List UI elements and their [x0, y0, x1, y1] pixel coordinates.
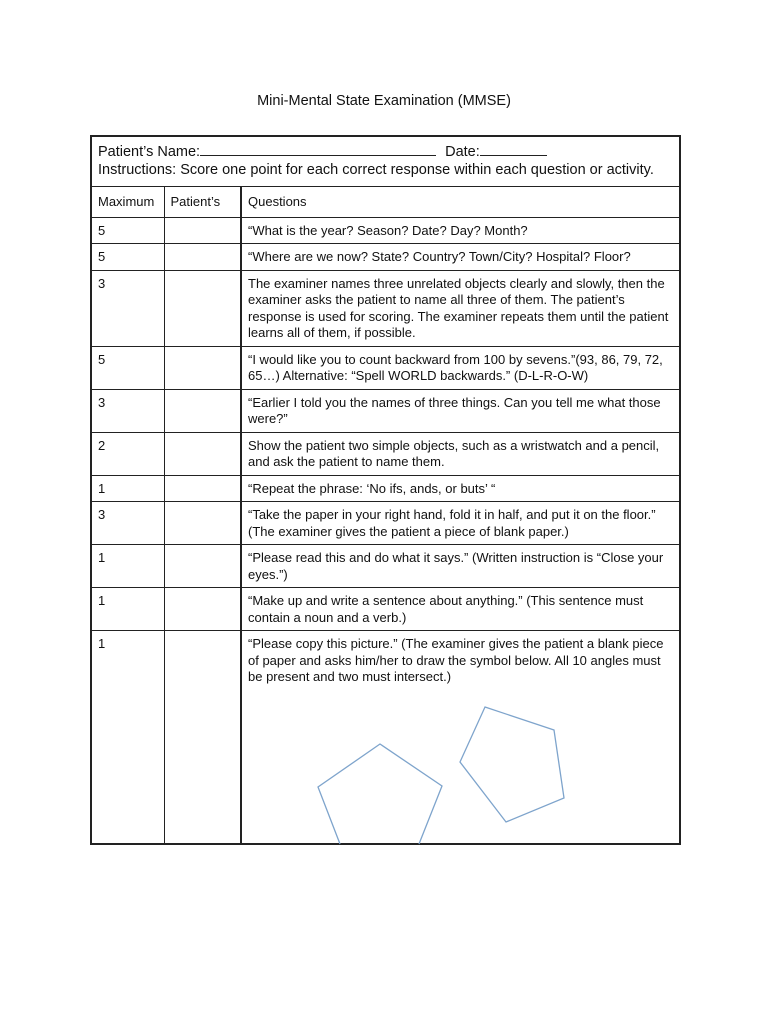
date-field[interactable] [480, 143, 547, 156]
patient-score-cell[interactable] [164, 270, 241, 346]
table-row [91, 432, 680, 475]
patient-name-field[interactable] [200, 143, 436, 156]
column-header-row [91, 187, 680, 218]
max-score: 5 [91, 217, 164, 244]
table-row [91, 502, 680, 545]
table-row [91, 244, 680, 271]
question-text: “Where are we now? State? Country? Town/City? Hospital? Floor? [241, 244, 680, 271]
max-score: 1 [91, 588, 164, 631]
page-title: Mini-Mental State Examination (MMSE) [257, 93, 511, 109]
column-header-maximum: Maximum [91, 187, 164, 218]
patient-score-cell[interactable] [164, 244, 241, 271]
question-text: Show the patient two simple objects, such as a wristwatch and a pencil, and ask the patient to name them. [241, 432, 680, 475]
header-row [91, 136, 680, 187]
column-header-questions: Questions [241, 187, 680, 218]
max-score: 1 [91, 475, 164, 502]
patient-score-cell[interactable] [164, 432, 241, 475]
mmse-form-table [90, 135, 681, 845]
intersecting-pentagons-figure [240, 702, 580, 852]
patient-score-cell[interactable] [164, 545, 241, 588]
max-score: 2 [91, 432, 164, 475]
max-score: 3 [91, 389, 164, 432]
patient-score-cell[interactable] [164, 217, 241, 244]
header-cell [91, 136, 680, 187]
patient-score-cell[interactable] [164, 588, 241, 631]
max-score: 5 [91, 346, 164, 389]
patient-score-cell[interactable] [164, 389, 241, 432]
table-row [91, 217, 680, 244]
table-row [91, 475, 680, 502]
table-row [91, 270, 680, 346]
max-score: 3 [91, 502, 164, 545]
table-row [91, 545, 680, 588]
instructions: Instructions: Score one point for each correct response within each question or activity. [98, 161, 654, 178]
table-row [91, 346, 680, 389]
question-text: “Repeat the phrase: ‘No ifs, ands, or buts’ “ [241, 475, 680, 502]
name-date-line [98, 143, 673, 162]
patient-score-cell[interactable] [164, 631, 241, 845]
max-score: 3 [91, 270, 164, 346]
pentagon-left-shape [318, 744, 442, 844]
question-text: “Take the paper in your right hand, fold it in half, and put it on the floor.” (The examiner gives the patient a piece of blank paper.) [241, 502, 680, 545]
max-score: 5 [91, 244, 164, 271]
question-text: “What is the year? Season? Date? Day? Month? [241, 217, 680, 244]
question-text: “Earlier I told you the names of three things. Can you tell me what those were?” [241, 389, 680, 432]
table-row [91, 389, 680, 432]
question-cell-with-figure [241, 631, 680, 845]
table-row [91, 631, 680, 845]
question-text: The examiner names three unrelated objects clearly and slowly, then the examiner asks the patient to name all three of them. The patient’s response is used for scoring. The examiner repeats them until the patient learns all of them, if possible. [241, 270, 680, 346]
patient-score-cell[interactable] [164, 475, 241, 502]
max-score: 1 [91, 631, 164, 845]
question-text: “Please read this and do what it says.” (Written instruction is “Close your eyes.”) [241, 545, 680, 588]
column-header-patients: Patient’s [164, 187, 241, 218]
pentagon-right-shape [460, 707, 564, 822]
question-text: “Make up and write a sentence about anything.” (This sentence must contain a noun and a verb.) [241, 588, 680, 631]
question-text: “I would like you to count backward from 100 by sevens.”(93, 86, 79, 72, 65…) Alternative: “Spell WORLD backwards.” (D-L-R-O-W) [241, 346, 680, 389]
question-text: “Please copy this picture.” (The examiner gives the patient a blank piece of paper and asks him/her to draw the symbol below. All 10 angles must be present and two must intersect.) [248, 636, 664, 684]
patient-score-cell[interactable] [164, 346, 241, 389]
patient-name-label: Patient’s Name: [98, 144, 201, 160]
table-row [91, 588, 680, 631]
max-score: 1 [91, 545, 164, 588]
date-label: Date: [445, 144, 480, 160]
patient-score-cell[interactable] [164, 502, 241, 545]
